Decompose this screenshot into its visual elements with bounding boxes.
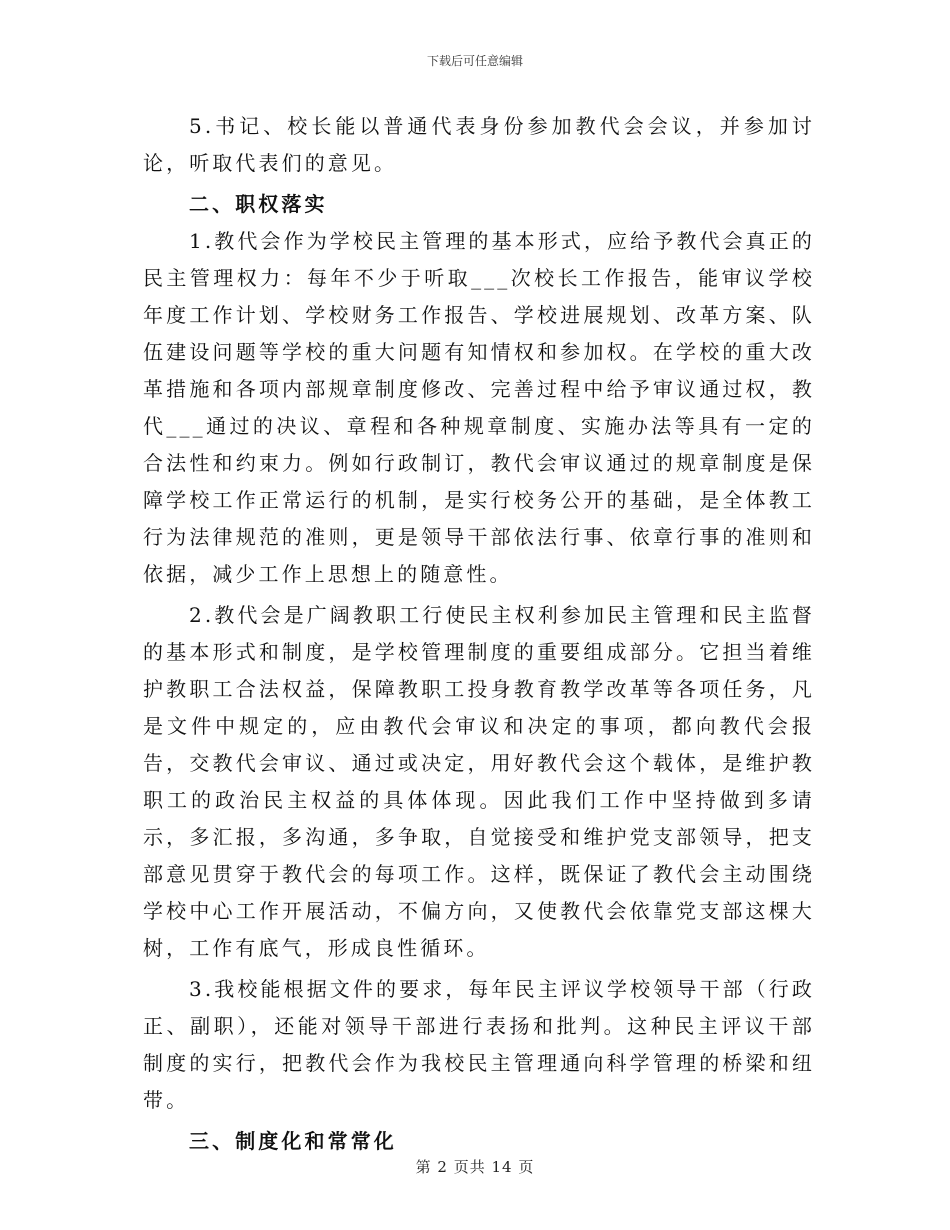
paragraph-2-2: 2.教代会是广阔教职工行使民主权利参加民主管理和民主监督的基本形式和制度，是学校管理制度的重要组成部分。它担当着维护教职工合法权益，保障教职工投身教育教学改革等各项任务，凡是文件中规定的，应由教代会审议和决定的事项，都向教代会报告，交教代会审议、通过或决定，用好教代会这个载体，是维护教职工的政治民主权益的具体体现。因此我们工作中坚持做到多请示，多汇报，多沟通，多争取，自觉接受和维护党支部领导，把支部意见贯穿于教代会的每项工作。这样，既保证了教代会主动围绕学校中心工作开展活动，不偏方向，又使教代会依靠党支部这棵大树，工作有底气，形成良性循环。 [143,603,815,960]
paragraph-2-1: 1.教代会作为学校民主管理的基本形式，应给予教代会真正的民主管理权力：每年不少于听取___次校长工作报告，能审议学校年度工作计划、学校财务工作报告、学校进展规划、改革方案、队伍建设问题等学校的重大问题有知情权和参加权。在学校的重大改革措施和各项内部规章制度修改、完善过程中给予审议通过权，教代___通过的决议、章程和各种规章制度、实施办法等具有一定的合法性和约束力。例如行政制订，教代会审议通过的规章制度是保障学校工作正常运行的机制，是实行校务公开的基础，是全体教工行为法律规范的准则，更是领导干部依法行事、依章行事的准则和依据，减少工作上思想上的随意性。 [143,229,815,586]
document-body [143,108,815,1160]
paragraph-2-3: 3.我校能根据文件的要求，每年民主评议学校领导干部（行政正、副职），还能对领导干部进行表扬和批判。这种民主评议干部制度的实行，把教代会作为我校民主管理通向科学管理的桥梁和纽带。 [143,977,815,1112]
page-header-note: 下载后可任意编辑 [426,54,523,68]
section-heading-2: 二、职权落实 [189,192,328,216]
page-number: 第 2 页共 14 页 [415,1158,535,1176]
paragraph-item-5: 5.书记、校长能以普通代表身份参加教代会会议，并参加讨论，听取代表们的意见。 [143,114,815,175]
section-heading-3: 三、制度化和常常化 [189,1129,397,1153]
